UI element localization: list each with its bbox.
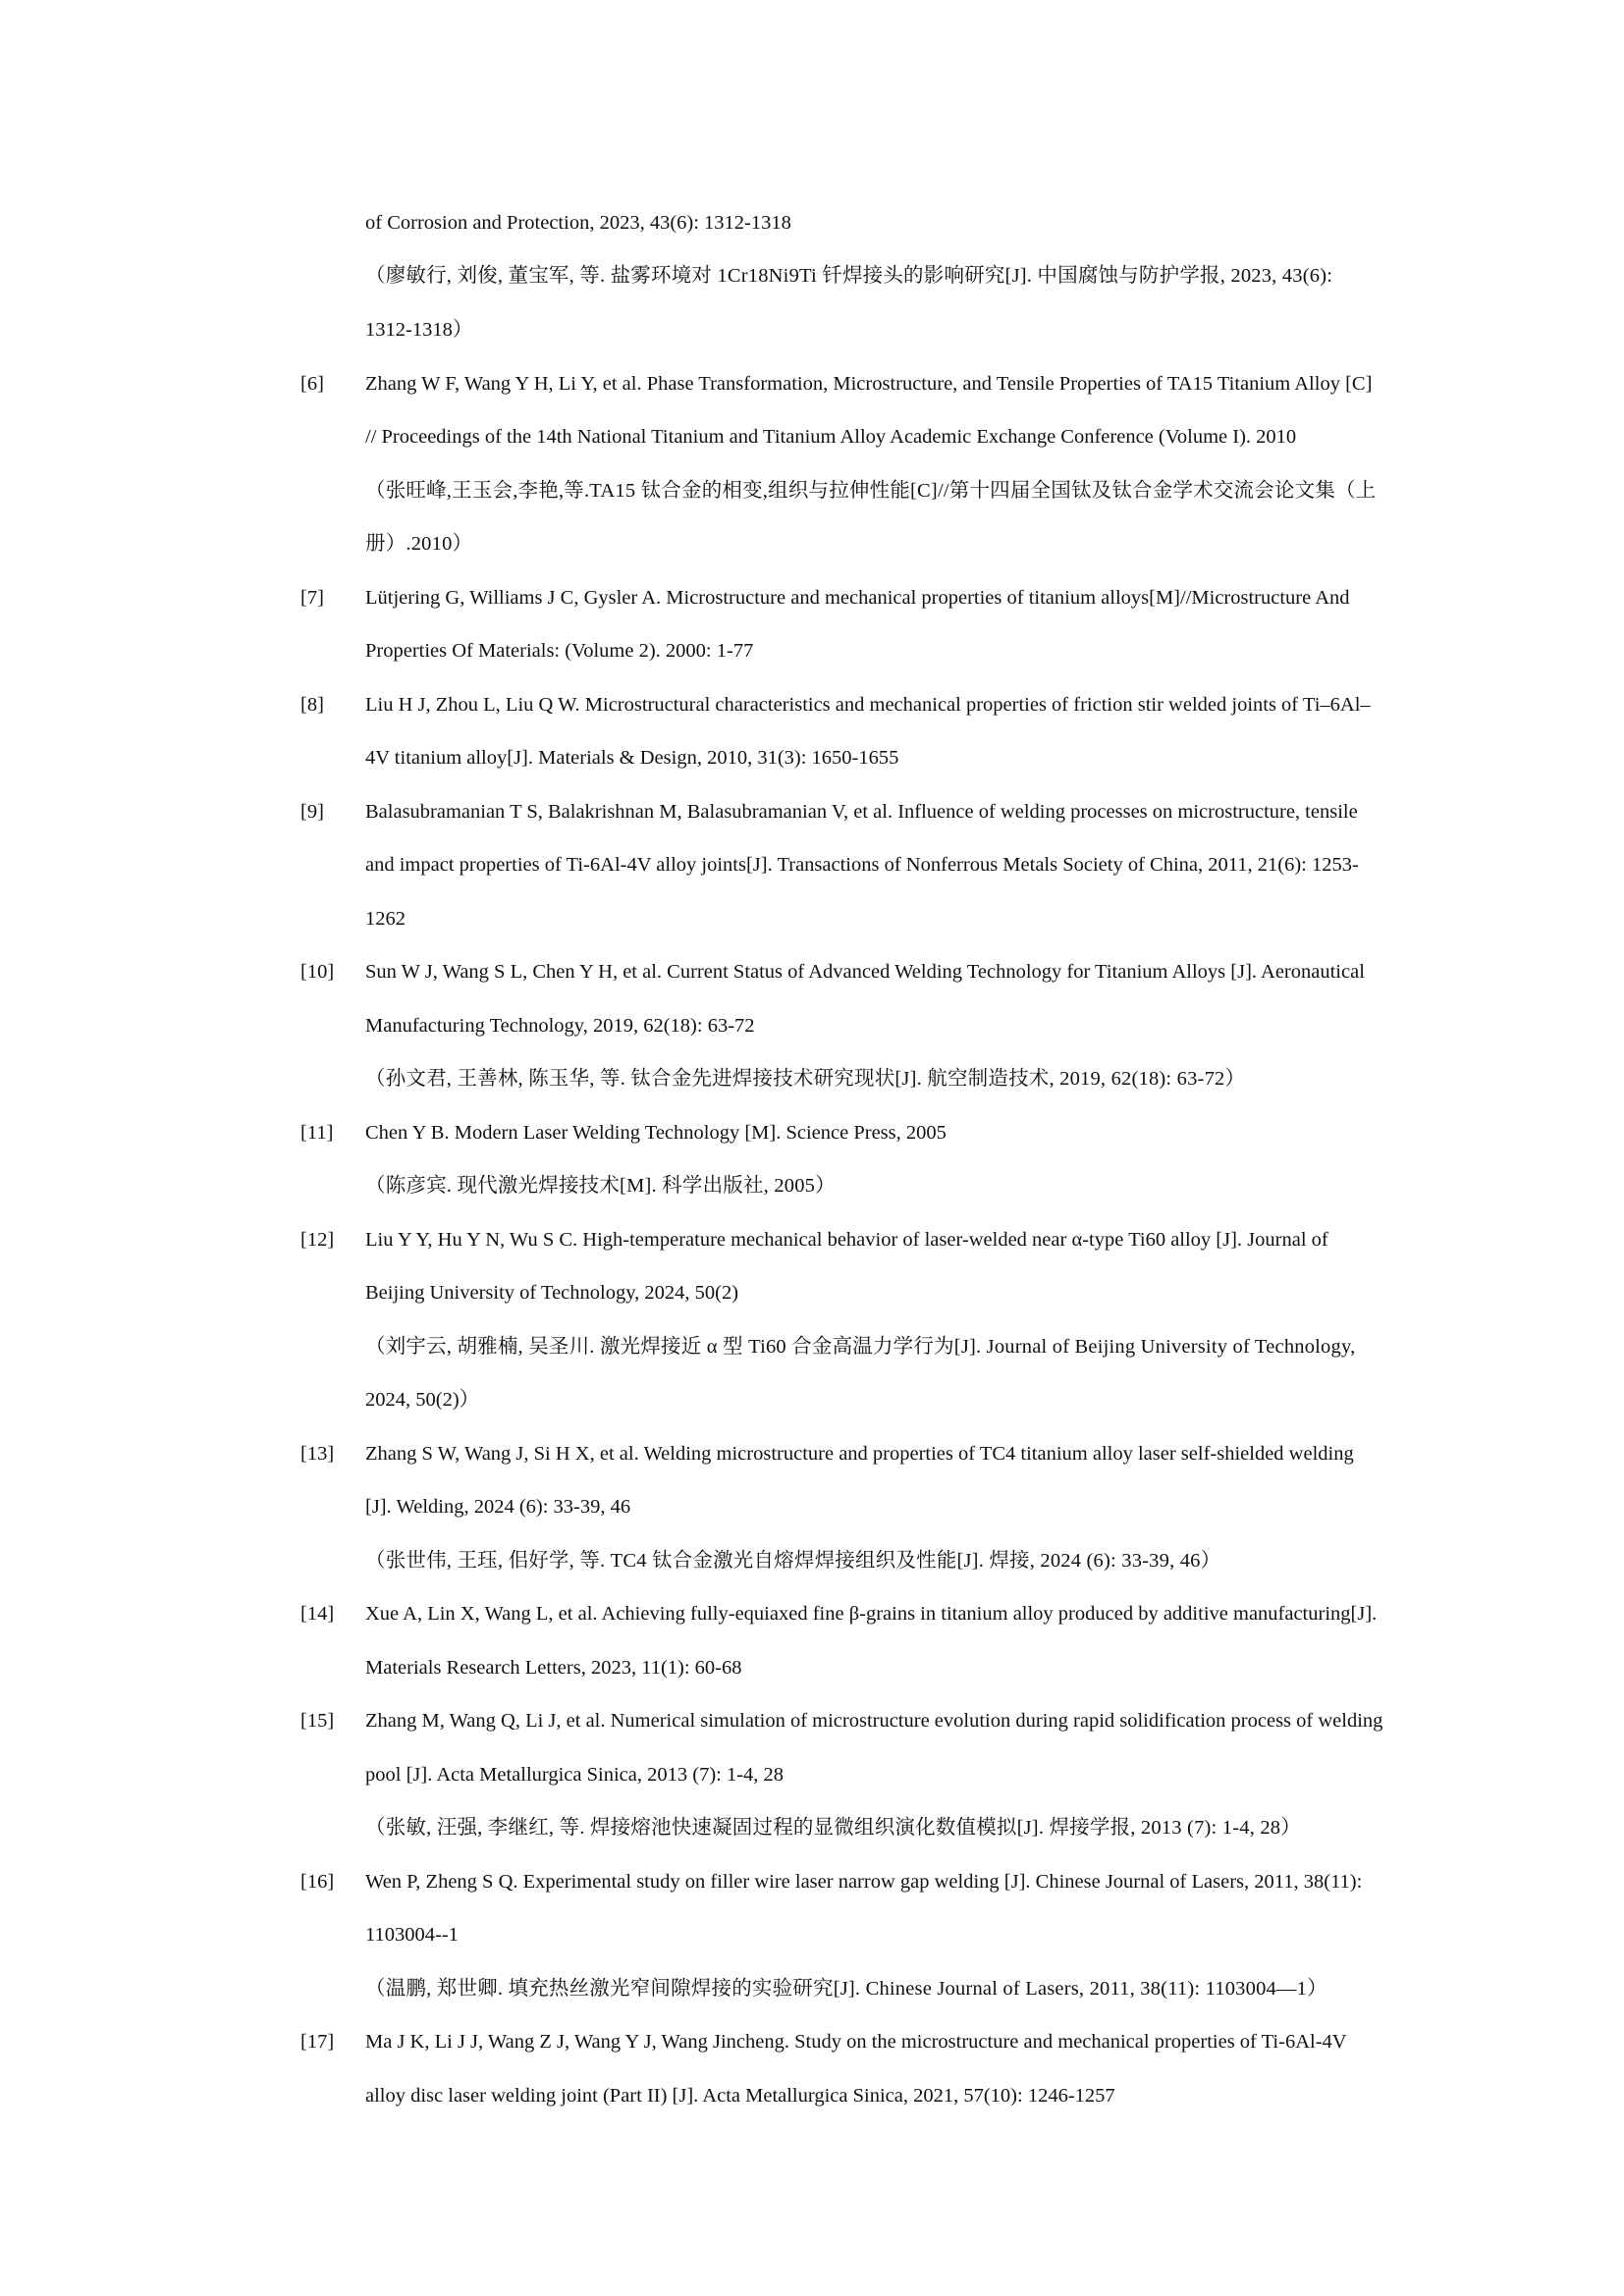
reference-line: Zhang S W, Wang J, Si H X, et al. Welding microstructure and properties of TC4 titanium alloy laser self-shielded welding <box>365 1443 1354 1465</box>
reference-line: of Corrosion and Protection, 2023, 43(6): 1312-1318 <box>365 212 791 234</box>
reference-number: [14] <box>300 1603 335 1625</box>
reference-line: 4V titanium alloy[J]. Materials & Design, 2010, 31(3): 1650-1655 <box>365 747 899 769</box>
reference-line: 1262 <box>365 908 406 930</box>
reference-line: 1312-1318） <box>365 319 473 341</box>
reference-line: （张敏, 汪强, 李继红, 等. 焊接熔池快速凝固过程的显微组织演化数值模拟[J]. 焊接学报, 2013 (7): 1-4, 28） <box>365 1817 1301 1839</box>
reference-number: [7] <box>300 587 324 609</box>
reference-number: [15] <box>300 1710 335 1732</box>
reference-line: Sun W J, Wang S L, Chen Y H, et al. Current Status of Advanced Welding Technology for Titanium Alloys [J]. Aeronautical <box>365 961 1365 983</box>
reference-line: Liu Y Y, Hu Y N, Wu S C. High-temperature mechanical behavior of laser-welded near α-type Ti60 alloy [J]. Journal of <box>365 1229 1328 1251</box>
reference-line: Chen Y B. Modern Laser Welding Technology [M]. Science Press, 2005 <box>365 1122 947 1144</box>
reference-number: [17] <box>300 2031 335 2053</box>
reference-line: Xue A, Lin X, Wang L, et al. Achieving fully-equiaxed fine β-grains in titanium alloy produced by additive manufacturing[J]. <box>365 1603 1378 1625</box>
reference-line: pool [J]. Acta Metallurgica Sinica, 2013 (7): 1-4, 28 <box>365 1764 785 1786</box>
reference-line: （廖敏行, 刘俊, 董宝军, 等. 盐雾环境对 1Cr18Ni9Ti 钎焊接头的影响研究[J]. 中国腐蚀与防护学报, 2023, 43(6): <box>365 265 1333 287</box>
reference-number: [9] <box>300 801 324 823</box>
reference-line: Manufacturing Technology, 2019, 62(18): 63-72 <box>365 1015 755 1037</box>
reference-line: Zhang M, Wang Q, Li J, et al. Numerical simulation of microstructure evolution during rapid solidification process of welding <box>365 1710 1383 1732</box>
reference-line: and impact properties of Ti-6Al-4V alloy joints[J]. Transactions of Nonferrous Metals Society of China, 2011, 21(6): 1253- <box>365 854 1359 876</box>
reference-line: 册）.2010） <box>365 533 473 555</box>
reference-line: （张旺峰,王玉会,李艳,等.TA15 钛合金的相变,组织与拉伸性能[C]//第十四届全国钛及钛合金学术交流会论文集（上 <box>365 480 1377 502</box>
reference-number: [11] <box>300 1122 334 1144</box>
reference-line: Liu H J, Zhou L, Liu Q W. Microstructural characteristics and mechanical properties of friction stir welded joints of Ti–6Al– <box>365 694 1371 716</box>
reference-line: // Proceedings of the 14th National Titanium and Titanium Alloy Academic Exchange Conference (Volume I). 2010 <box>365 426 1297 448</box>
reference-line: Materials Research Letters, 2023, 11(1): 60-68 <box>365 1657 742 1679</box>
reference-line: （温鹏, 郑世卿. 填充热丝激光窄间隙焊接的实验研究[J]. Chinese Journal of Lasers, 2011, 38(11): 1103004—1） <box>365 1978 1327 2000</box>
reference-line: （陈彦宾. 现代激光焊接技术[M]. 科学出版社, 2005） <box>365 1175 836 1197</box>
reference-line: Beijing University of Technology, 2024, 50(2) <box>365 1282 739 1304</box>
reference-line: [J]. Welding, 2024 (6): 33-39, 46 <box>365 1496 631 1518</box>
reference-line: alloy disc laser welding joint (Part II) [J]. Acta Metallurgica Sinica, 2021, 57(10): 1246-1257 <box>365 2085 1115 2107</box>
reference-line: Ma J K, Li J J, Wang Z J, Wang Y J, Wang Jincheng. Study on the microstructure and mechanical properties of Ti-6Al-4V <box>365 2031 1347 2053</box>
reference-line: Wen P, Zheng S Q. Experimental study on filler wire laser narrow gap welding [J]. Chinese Journal of Lasers, 2011, 38(11): <box>365 1871 1363 1893</box>
reference-line: （孙文君, 王善林, 陈玉华, 等. 钛合金先进焊接技术研究现状[J]. 航空制造技术, 2019, 62(18): 63-72） <box>365 1068 1246 1090</box>
reference-line: 2024, 50(2)） <box>365 1389 480 1411</box>
reference-line: （张世伟, 王珏, 佀好学, 等. TC4 钛合金激光自熔焊焊接组织及性能[J]. 焊接, 2024 (6): 33-39, 46） <box>365 1550 1221 1572</box>
reference-number: [12] <box>300 1229 335 1251</box>
reference-line: 1103004--1 <box>365 1924 459 1946</box>
reference-number: [6] <box>300 373 324 395</box>
reference-line: Zhang W F, Wang Y H, Li Y, et al. Phase Transformation, Microstructure, and Tensile Properties of TA15 Titanium Alloy [C] <box>365 373 1373 395</box>
reference-line: （刘宇云, 胡雅楠, 吴圣川. 激光焊接近 α 型 Ti60 合金高温力学行为[J]. Journal of Beijing University of Technology, <box>365 1336 1356 1358</box>
reference-line: Lütjering G, Williams J C, Gysler A. Microstructure and mechanical properties of titanium alloys[M]//Microstructure And <box>365 587 1350 609</box>
reference-number: [13] <box>300 1443 335 1465</box>
reference-line: Balasubramanian T S, Balakrishnan M, Balasubramanian V, et al. Influence of welding processes on microstructure, tensile <box>365 801 1358 823</box>
reference-number: [10] <box>300 961 335 983</box>
reference-number: [16] <box>300 1871 335 1893</box>
reference-line: Properties Of Materials: (Volume 2). 2000: 1-77 <box>365 640 754 662</box>
reference-number: [8] <box>300 694 324 716</box>
